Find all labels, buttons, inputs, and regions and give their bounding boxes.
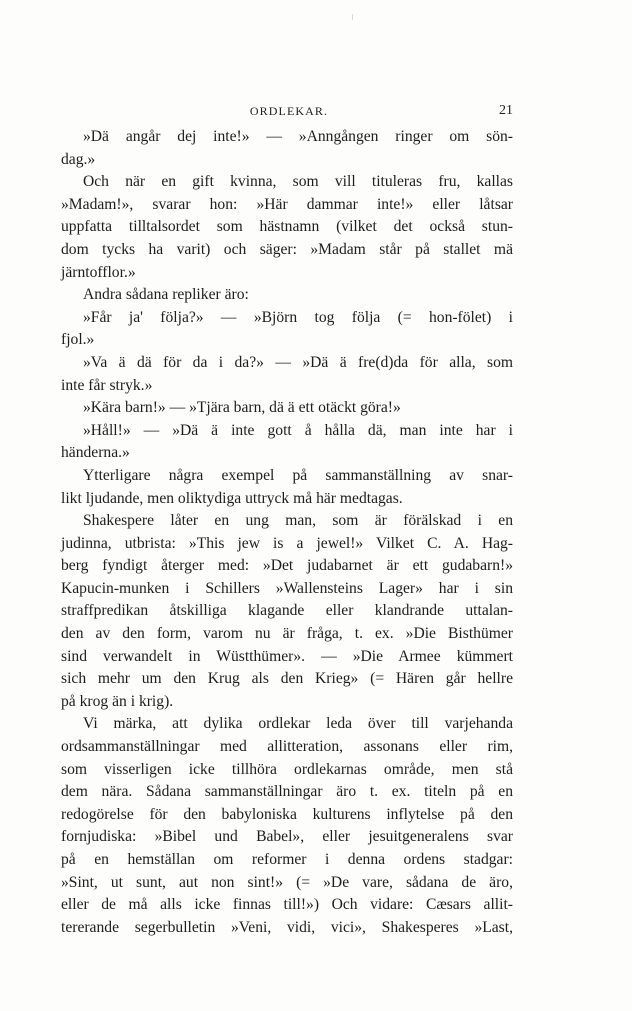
- text-line: dom tycks ha varit) och säger: »Madam står på stallet mä: [61, 240, 513, 258]
- text-line: Andra sådana repliker äro:: [83, 286, 249, 304]
- text-line: likt ljudande, men oliktydiga uttryck må här medtagas.: [61, 489, 403, 507]
- page-number: 21: [499, 103, 513, 118]
- text-line: Ytterligare några exempel på sammanställning av snar-: [83, 466, 513, 484]
- text-line: »Får ja' följa?» — »Björn tog följa (= hon-fölet) i: [83, 308, 513, 326]
- text-line: judinna, utbrista: »This jew is a jewel!» Vilket C. A. Hag-: [61, 534, 513, 552]
- text-line: som visserligen icke tillhöra ordlekarnas område, men stå: [61, 760, 513, 778]
- running-head: ORDLEKAR.: [249, 104, 329, 118]
- text-line: tererande segerbulletin »Veni, vidi, vici», Shakesperes »Last,: [61, 918, 513, 936]
- body-text: [61, 126, 513, 939]
- text-line: straffpredikan åtskilliga klagande eller klandrande uttalan-: [61, 602, 513, 620]
- text-line: på en hemställan om reformer i denna ordens stadgar:: [61, 851, 513, 868]
- text-line: järntofflor.»: [61, 263, 136, 281]
- text-line: fjol.»: [61, 331, 95, 349]
- scan-speck: [352, 14, 353, 20]
- text-line: »Va ä dä för da i da?» — »Dä ä fre(d)da för alla, som: [83, 353, 513, 371]
- text-line: eller de må alls icke finnas till!») Och vidare: Cæsars allit-: [61, 896, 513, 914]
- text-line: redogörelse för den babyloniska kulturens inflytelse på den: [61, 805, 513, 823]
- text-line: Kapucin-munken i Schillers »Wallensteins Lager» har i sin: [61, 579, 513, 597]
- text-line: berg fyndigt återger med: »Det judabarnet är ett gudabarn!»: [61, 557, 513, 575]
- text-line: inte får stryk.»: [61, 376, 153, 394]
- text-line: fornjudiska: »Bibel und Babel», eller jesuitgeneralens svar: [61, 828, 513, 846]
- text-line: dag.»: [61, 150, 96, 168]
- text-line: ordsammanställningar med allitteration, assonans eller rim,: [61, 738, 513, 756]
- text-line: Shakespere låter en ung man, som är förälskad i en: [83, 512, 513, 530]
- text-line: den av den form, varom nu är fråga, t. ex. »Die Bisthümer: [61, 625, 513, 643]
- text-line: sind verwandelt in Wüstthümer». — »Die Armee kümmert: [61, 647, 513, 665]
- text-line: »Dä angår dej inte!» — »Anngången ringer om sön-: [83, 128, 513, 145]
- text-line: på krog än i krig).: [61, 692, 174, 710]
- text-line: Och när en gift kvinna, som vill tituleras fru, kallas: [83, 173, 513, 191]
- text-line: »Kära barn!» — »Tjära barn, dä ä ett otäckt göra!»: [83, 399, 401, 417]
- text-line: »Håll!» — »Dä ä inte gott å hålla dä, man inte har i: [83, 421, 513, 439]
- text-line: Vi märka, att dylika ordlekar leda över till varjehanda: [83, 715, 513, 733]
- text-line: dem nära. Sådana sammanställningar äro t. ex. titeln på en: [61, 783, 513, 801]
- text-line: sich mehr um den Krug als den Krieg» (= Hären går hellre: [61, 670, 513, 688]
- text-line: händerna.»: [61, 444, 130, 462]
- page-header: [61, 100, 517, 122]
- text-line: »Sint, ut sunt, aut non sint!» (= »De vare, sådana de äro,: [61, 873, 513, 891]
- text-line: uppfatta tilltalsordet som hästnamn (vilket det också stun-: [61, 218, 513, 236]
- text-line: »Madam!», svarar hon: »Här dammar inte!» eller låtsar: [61, 195, 513, 213]
